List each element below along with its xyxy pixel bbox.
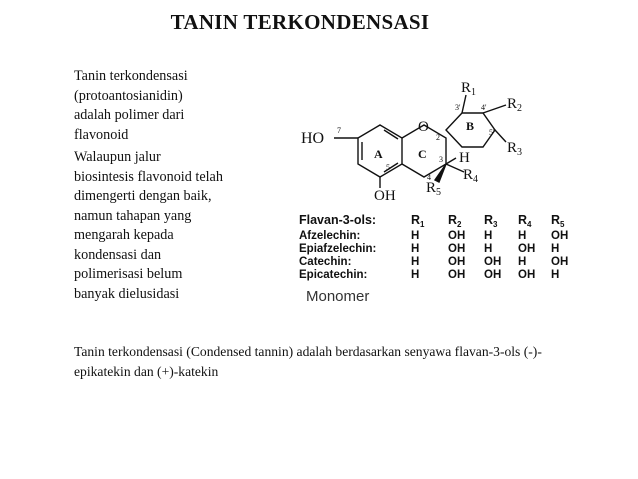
intro-paragraph: Tanin terkondensasi (protoantosianidin) adalah polimer dari flavonoid bbox=[74, 68, 188, 143]
position-4p-label: 4' bbox=[481, 103, 487, 112]
page-title: TANIN TERKONDENSASI bbox=[170, 10, 430, 34]
r1-label: $R_1$ bbox=[461, 80, 477, 98]
table-cell: OH bbox=[448, 256, 466, 268]
r2-label: $R_2$ bbox=[507, 96, 523, 114]
table-cell: Epiafzelechin: bbox=[299, 243, 377, 255]
table-cell: OH bbox=[484, 256, 502, 268]
biosynthesis-paragraph: Walaupun jalur biosintesis flavonoid telah dimengerti dengan baik, namun tahapan yang mengarah kepada kondensasi dan polimerisasi belum banyak dielusidasi bbox=[74, 149, 223, 302]
oh-label: OH bbox=[374, 188, 396, 204]
table-header-cell: $R_4$ bbox=[518, 213, 532, 229]
table-header-cell: $R_1$ bbox=[411, 213, 425, 229]
caption-text: Tanin terkondensasi (Condensed tannin) adalah berdasarkan senyawa flavan-3-ols (-)-epikatekin dan (+)-katekin bbox=[74, 344, 542, 379]
table-cell: H bbox=[484, 243, 493, 255]
table-cell: OH bbox=[448, 243, 466, 255]
position-3-label: 3 bbox=[439, 155, 443, 164]
ho-label: HO bbox=[301, 130, 325, 147]
position-5p-label: 5' bbox=[489, 128, 495, 137]
table-cell: H bbox=[411, 269, 420, 281]
flavan-3-ols-table bbox=[299, 213, 568, 281]
position-3p-label: 3' bbox=[455, 103, 461, 112]
table-cell: OH bbox=[448, 230, 466, 242]
table-cell: OH bbox=[448, 269, 466, 281]
table-header-cell: $R_5$ bbox=[551, 213, 565, 229]
ring-oxygen-label: O bbox=[418, 119, 429, 135]
h-label: H bbox=[459, 150, 470, 166]
position-2-label: 2 bbox=[436, 133, 440, 142]
position-4-label: 4 bbox=[427, 173, 431, 182]
ring-a-label: A bbox=[374, 147, 383, 161]
table-cell: H bbox=[411, 230, 420, 242]
table-cell: Catechin: bbox=[299, 256, 352, 268]
table-header-cell: $R_2$ bbox=[448, 213, 462, 229]
r5-label: $R_5$ bbox=[426, 180, 442, 198]
ring-b-label: B bbox=[466, 119, 475, 133]
table-cell: Epicatechin: bbox=[299, 269, 368, 281]
r4-label: $R_4$ bbox=[463, 167, 479, 185]
table-cell: OH bbox=[518, 243, 536, 255]
table-cell: H bbox=[551, 269, 560, 281]
table-header-cell: Flavan-3-ols: bbox=[299, 213, 377, 227]
table-cell: H bbox=[484, 230, 493, 242]
table-header-cell: $R_3$ bbox=[484, 213, 498, 229]
table-cell: H bbox=[551, 243, 560, 255]
monomer-label: Monomer bbox=[306, 288, 370, 305]
table-cell: OH bbox=[551, 230, 569, 242]
table-cell: OH bbox=[518, 269, 536, 281]
position-7-label: 7 bbox=[337, 126, 341, 135]
table-cell: Afzelechin: bbox=[299, 230, 361, 242]
table-cell: H bbox=[411, 243, 420, 255]
position-5-label: 5 bbox=[386, 163, 390, 172]
table-cell: H bbox=[411, 256, 420, 268]
table-cell: OH bbox=[484, 269, 502, 281]
ring-c-label: C bbox=[418, 147, 427, 161]
table-cell: H bbox=[518, 230, 527, 242]
table-cell: H bbox=[518, 256, 527, 268]
flavan-3-ol-figure bbox=[296, 70, 596, 310]
r3-label: $R_3$ bbox=[507, 140, 523, 158]
table-cell: OH bbox=[551, 256, 569, 268]
